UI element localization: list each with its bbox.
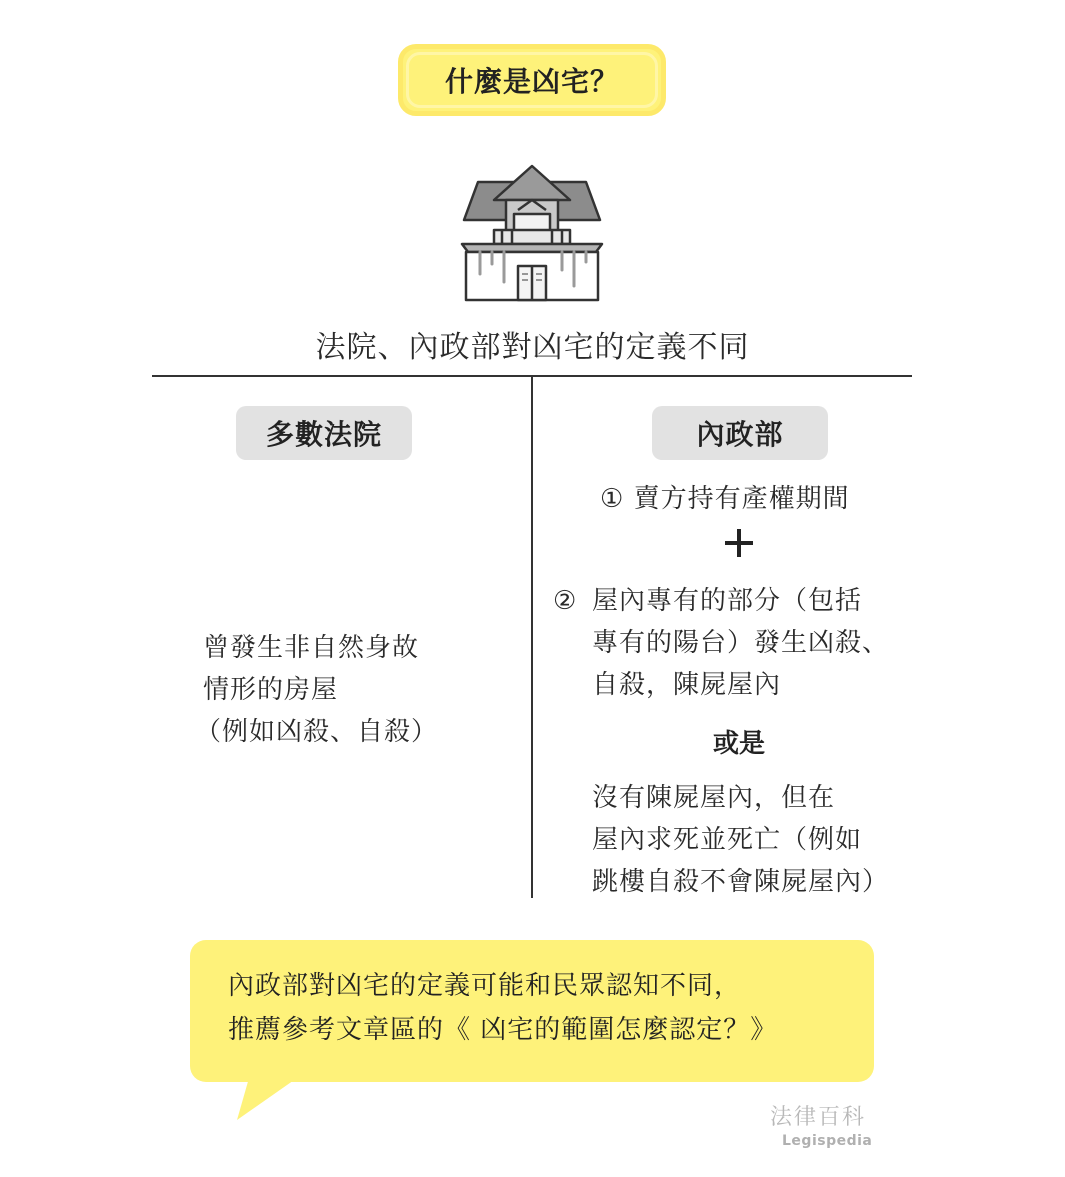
condition-1	[600, 478, 850, 520]
title-badge	[398, 44, 666, 116]
left-line: 曾發生非自然身故	[203, 633, 420, 663]
condition-1-number: ①	[600, 484, 625, 514]
left-line: （例如凶殺、自殺）	[195, 717, 439, 747]
right-column-label: 內政部	[652, 406, 828, 460]
speech-bubble-tail-icon	[237, 1078, 297, 1120]
page-title: 什麼是凶宅？	[444, 65, 619, 98]
subtitle: 法院、內政部對凶宅的定義不同	[315, 330, 750, 365]
plus-icon	[725, 529, 753, 557]
alternative-line: 跳樓自殺不會陳屍屋內）	[592, 867, 890, 897]
left-line: 情形的房屋	[203, 675, 339, 705]
brand-logo-subtext: Legispedia	[782, 1133, 873, 1149]
alternative-condition	[592, 777, 922, 903]
condition-2-line: 屋內專有的部分（包括	[592, 586, 863, 616]
condition-1-text: 賣方持有產權期間	[633, 484, 850, 514]
left-column-label: 多數法院	[236, 406, 412, 460]
vertical-divider	[531, 376, 533, 898]
haunted-house-icon	[458, 162, 606, 304]
alternative-line: 屋內求死並死亡（例如	[592, 825, 863, 855]
brand-logo-text: 法律百科	[770, 1105, 867, 1130]
note-text	[228, 964, 848, 1052]
note-line-1: 內政部對凶宅的定義可能和民眾認知不同，	[228, 971, 742, 1001]
alternative-line: 沒有陳屍屋內，但在	[592, 783, 836, 813]
or-label: 或是	[712, 729, 765, 759]
condition-2-line: 專有的陽台）發生凶殺、	[592, 628, 890, 658]
condition-2-line: 自殺，陳屍屋內	[592, 670, 782, 700]
note-line-2[interactable]: 推薦參考文章區的《 凶宅的範圍怎麼認定？》	[228, 1015, 778, 1045]
condition-2-number: ②	[553, 586, 578, 616]
